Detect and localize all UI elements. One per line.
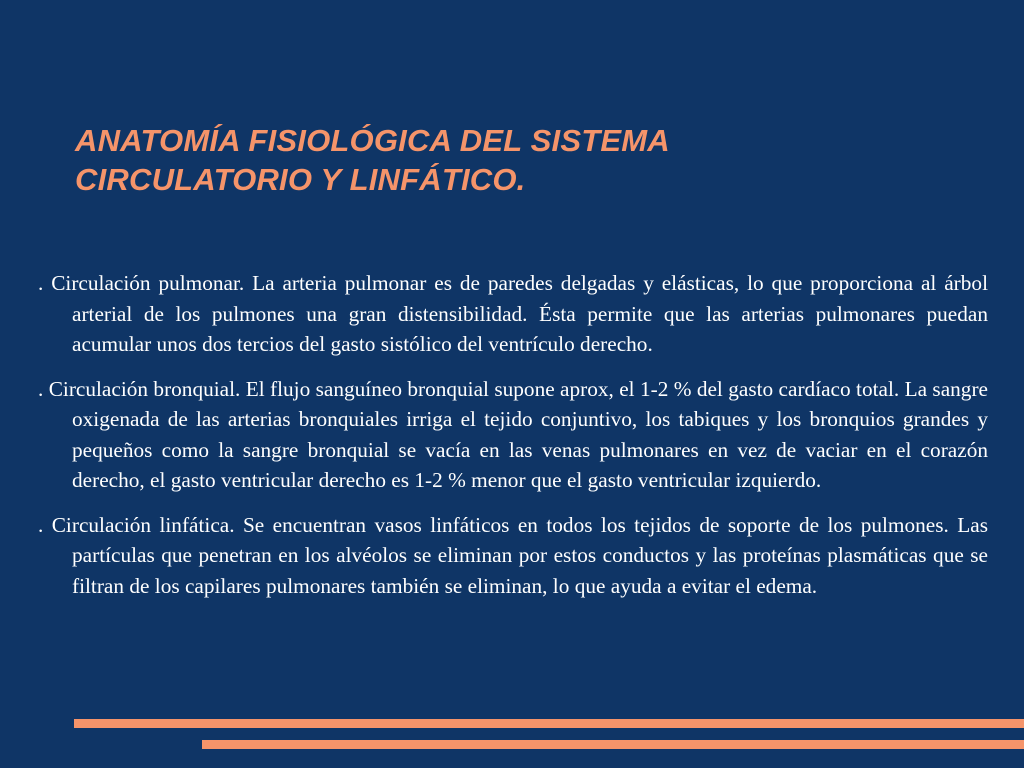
paragraph-circulacion-bronquial: . Circulación bronquial. El flujo sanguíneo bronquial supone aprox, el 1-2 % del gasto cardíaco total. La sangre oxigenada de las arterias bronquiales irriga el tejido conjuntivo, los tabiques y los bronquios grandes y pequeños como la sangre bronquial se vacía en las venas pulmonares en vez de vaciar en el corazón derecho, el gasto ventricular derecho es 1-2 % menor que el gasto ventricular izquierdo.	[38, 376, 988, 492]
slide-title-line: ANATOMÍA FISIOLÓGICA DEL SISTEMA	[75, 123, 670, 158]
slide-body	[38, 268, 988, 615]
paragraph-circulacion-pulmonar: . Circulación pulmonar. La arteria pulmonar es de paredes delgadas y elásticas, lo que proporciona al árbol arterial de los pulmones una gran distensibilidad. Ésta permite que las arterias pulmonares puedan acumular unos dos tercios del gasto sistólico del ventrículo derecho.	[38, 271, 988, 356]
decorative-bar-top	[74, 719, 1024, 728]
slide-title-line: CIRCULATORIO Y LINFÁTICO.	[75, 162, 526, 197]
decorative-bar-bottom	[202, 740, 1024, 749]
slide-title	[75, 121, 975, 199]
paragraph-circulacion-linfatica: . Circulación linfática. Se encuentran vasos linfáticos en todos los tejidos de soporte de los pulmones. Las partículas que penetran en los alvéolos se eliminan por estos conductos y las proteínas plasmáticas que se filtran de los capilares pulmonares también se eliminan, lo que ayuda a evitar el edema.	[38, 512, 988, 598]
